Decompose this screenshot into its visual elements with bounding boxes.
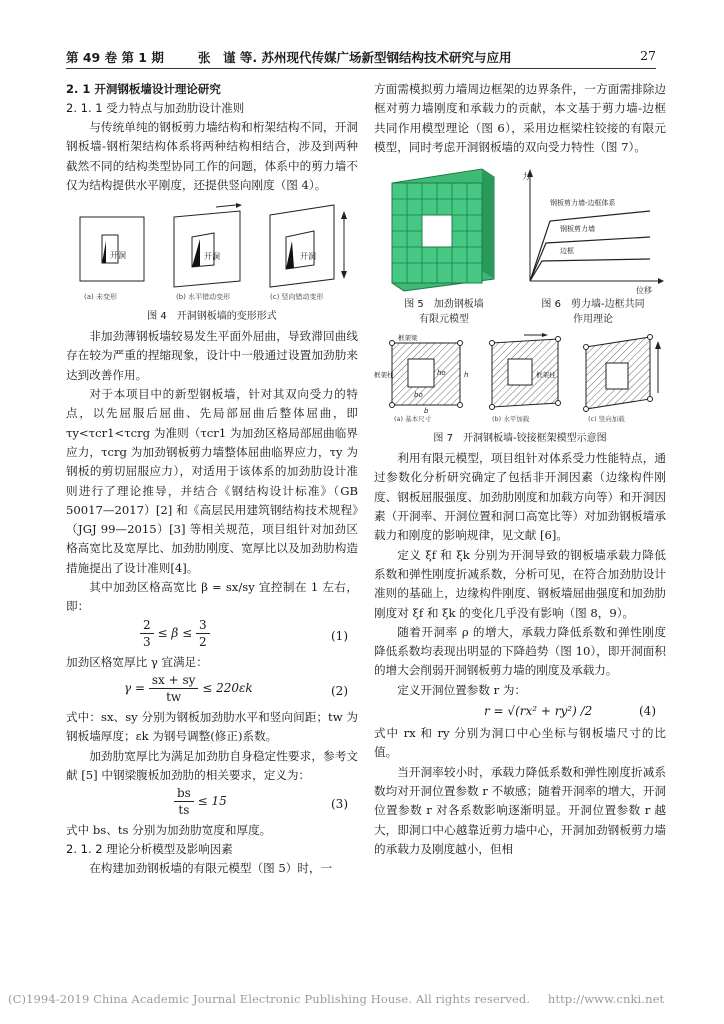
figures-5-6 <box>374 163 666 331</box>
paragraph: 在构建加劲钢板墙的有限元模型（图 5）时，一 <box>89 861 333 876</box>
fig7-b-frame-col: 框架柱 <box>536 371 556 380</box>
eq1-rhs-den: 2 <box>198 634 207 649</box>
equation-3 <box>66 785 358 821</box>
copyright-footer <box>8 992 664 1006</box>
figure-4-drawing <box>66 203 358 303</box>
figure-5-6-drawing <box>374 163 666 295</box>
figure-7 <box>374 333 666 443</box>
eq4-body: r = √(rx² + ry²) /2 <box>484 704 593 719</box>
fig6-curve1-label: 钢板剪力墙-边框体系 <box>550 199 616 208</box>
figure-5-fe-model <box>392 169 494 291</box>
paragraph: 加劲区格宽厚比 γ 宜满足： <box>66 654 208 669</box>
fig7-panel-b <box>490 333 561 410</box>
fig7-dim-ho: ho <box>437 369 446 378</box>
journal-issue: 第 49 卷 第 1 期 <box>66 50 164 65</box>
right-column <box>374 80 666 859</box>
section-heading-2-1: 2. 1 开洞钢板墙设计理论研究 <box>66 82 221 96</box>
figure-5-caption-line2: 有限元模型 <box>419 314 469 326</box>
paragraph: 式中 bs、ts 分别为加劲肋宽度和厚度。 <box>66 823 272 838</box>
fig4-c-label: 开洞 <box>300 252 316 262</box>
eq3-number: (3) <box>331 797 348 812</box>
eq2-den: tw <box>166 689 182 704</box>
fig4-a-label: 开洞 <box>110 251 126 261</box>
equation-4 <box>374 700 666 724</box>
paragraph: 定义开洞位置参数 r 为： <box>397 682 527 697</box>
fig6-curve-frame <box>530 259 650 281</box>
paragraph: 其中加劲区格高宽比 β = sx/sy 宜控制在 1 左右，即： <box>66 580 358 614</box>
paragraph: 与传统单纯的钢板剪力墙结构和桁架结构不同，开洞钢板墙-钢桁架结构体系将两种结构相结合，涉及到两种截然不同的结构类型协同工作的问题，体系中的剪力墙不仅为结构提供水平刚度，还提供竖向刚度（图 4）。 <box>66 120 358 192</box>
paragraph: 式中 rx 和 ry 分别为洞口中心坐标与钢板墙尺寸的比值。 <box>374 726 666 760</box>
fig7-dim-b: b <box>424 407 429 416</box>
running-title: 张 谨 等. 苏州现代传媒广场新型钢结构技术研究与应用 <box>198 50 512 65</box>
fig7-sub-a: (a) 基本尺寸 <box>394 415 432 424</box>
figure-6-caption-line1: 图 6 剪力墙-边框共同 <box>541 299 645 311</box>
fig6-curve2-label: 钢板剪力墙 <box>560 225 595 234</box>
paragraph: 非加劲薄钢板墙较易发生平面外屈曲，导致滞回曲线存在较为严重的捏缩现象，设计中一般通过设置加劲肋来达到改善作用。 <box>66 329 358 382</box>
figure-6-chart <box>522 169 664 295</box>
paragraph: 对于本项目中的新型钢板墙，针对其双向受力的特点，以先屈服后屈曲、先局部屈曲后整体屈曲，即 τy<τcr1<τcrg 为准则（τcr1 为加劲区格局部屈曲临界应力，τcrg 为加劲钢板剪力墙整体屈曲临界应力，τy 为钢板的剪切屈服应力），对适用于该体系的加劲肋设计准则进行了理论推导，并结合《钢结构设计标准》（GB 50017—2017）[2] 和《高层民用建筑钢结构技术规程》（JGJ 99—2015）[3] 等相关规范，项目组针对加劲区格高宽比及宽厚比、加劲肋刚度、宽厚比以及加劲肋构造措施提出了设计准则[4]。 <box>66 387 358 575</box>
fig4-panel-b <box>174 203 242 287</box>
fig7-sub-b: (b) 水平加载 <box>492 415 530 424</box>
figure-4 <box>66 203 358 321</box>
paragraph: 方面需模拟剪力墙周边框架的边界条件，一方面需排除边框对剪力墙刚度和承载力的贡献，本文基于剪力墙-边框共同作用模型理论（图 6），采用边框梁柱铰接的有限元模型，同时考虑开洞钢板墙的双向受力特性（图 7）。 <box>374 82 666 154</box>
eq1-lhs-num: 2 <box>140 617 154 634</box>
left-column <box>66 80 358 879</box>
fig4-sub-a: (a) 未变形 <box>84 293 117 302</box>
fig6-curve3-label: 边框 <box>560 247 574 256</box>
eq1-lhs-den: 3 <box>143 634 151 649</box>
paragraph: 利用有限元模型，项目组针对体系受力性能特点，通过参数化分析研究确定了包括非开洞因素（边缘构件刚度、钢板屈服强度、加劲肋刚度和加载方向等）和开洞因素（开洞率、开洞位置和洞口高宽比等）对加劲钢板墙承载力和刚度的影响规律，见文献 [6]。 <box>374 451 666 543</box>
page-number: 27 <box>640 48 656 63</box>
eq1-number: (1) <box>331 628 348 643</box>
fig4-panel-c <box>270 205 347 287</box>
paragraph: 当开洞率较小时，承载力降低系数和弹性刚度折减系数均对开洞位置参数 r 不敏感；随着开洞率的增大，开洞位置参数 r 对各系数影响逐渐明显。开洞位置参数 r 越大，即洞口中心越靠近剪力墙中心，开洞加劲钢板剪力墙的承载力及刚度越小，但相 <box>374 764 666 856</box>
fig7-dim-bo: bo <box>414 391 423 400</box>
fig4-sub-b: (b) 水平错动变形 <box>176 293 231 302</box>
fig6-y-label: 力 <box>522 172 530 182</box>
fig4-sub-c: (c) 竖向错动变形 <box>270 293 324 302</box>
eq2-lhs: γ = <box>124 680 149 695</box>
fig7-sub-c: (c) 竖向加载 <box>588 415 625 424</box>
eq1-rhs-num: 3 <box>196 617 210 634</box>
paragraph: 加劲肋宽厚比为满足加劲肋自身稳定性要求，参考文献 [5] 中钢梁腹板加劲肋的相关要求，定义为： <box>66 748 358 782</box>
cnki-url[interactable]: http://www.cnki.net <box>547 992 665 1006</box>
eq3-rhs: ≤ 15 <box>193 794 227 809</box>
fig6-curve-system <box>530 211 650 281</box>
fig7-frame-beam: 框架梁 <box>398 334 418 343</box>
eq1-mid: ≤ β ≤ <box>153 625 196 640</box>
section-heading-2-1-2: 2. 1. 2 理论分析模型及影响因素 <box>66 842 233 857</box>
section-heading-2-1-1: 2. 1. 1 受力特点与加劲肋设计准则 <box>66 101 245 115</box>
paragraph: 定义 ξf 和 ξk 分别为开洞导致的钢板墙承载力降低系数和弹性刚度折减系数，分析可见，在符合加劲肋设计准则的基础上，边缘构件刚度、钢板墙屈曲强度和加劲肋刚度对 ξf 和 ξk 的变化几乎没有影响（图 8，9）。 <box>374 547 666 620</box>
eq2-num: sx + sy <box>149 672 199 689</box>
eq4-number: (4) <box>639 704 656 719</box>
fig6-x-label: 位移 <box>636 286 652 296</box>
eq3-den: ts <box>178 803 190 818</box>
running-header <box>66 46 656 69</box>
fig7-panel-c <box>584 335 662 412</box>
eq2-rhs: ≤ 220εk <box>198 680 253 695</box>
fig7-frame-col: 框架柱 <box>374 371 394 380</box>
fig4-panel-a <box>80 217 144 281</box>
paragraph: 随着开洞率 ρ 的增大，承载力降低系数和弹性刚度降低系数均表现出明显的下降趋势（图 10），即开洞面积的增大会削弱开洞钢板剪力墙的刚度及承载力。 <box>374 624 666 678</box>
copyright-text: (C)1994-2019 China Academic Journal Electronic Publishing House. All rights reserved. <box>8 992 531 1006</box>
figure-7-drawing <box>374 333 666 425</box>
equation-2 <box>66 672 358 708</box>
figure-4-caption: 图 4 开洞钢板墙的变形形式 <box>147 311 277 323</box>
figure-7-caption: 图 7 开洞钢板墙-铰接框架模型示意图 <box>433 433 607 445</box>
equation-1 <box>66 617 358 653</box>
paragraph: 式中：sx、sy 分别为钢板加劲肋水平和竖向间距；tw 为钢板墙厚度；εk 为钢号调整(修正)系数。 <box>66 709 358 744</box>
eq3-num: bs <box>174 785 194 802</box>
fig4-b-label: 开洞 <box>204 252 220 262</box>
figure-6-caption-line2: 作用理论 <box>573 314 613 326</box>
eq2-number: (2) <box>331 683 348 698</box>
figure-5-caption-line1: 图 5 加劲钢板墙 <box>404 299 484 311</box>
fig7-panel-a <box>374 333 468 415</box>
fig7-dim-h: h <box>464 371 469 380</box>
